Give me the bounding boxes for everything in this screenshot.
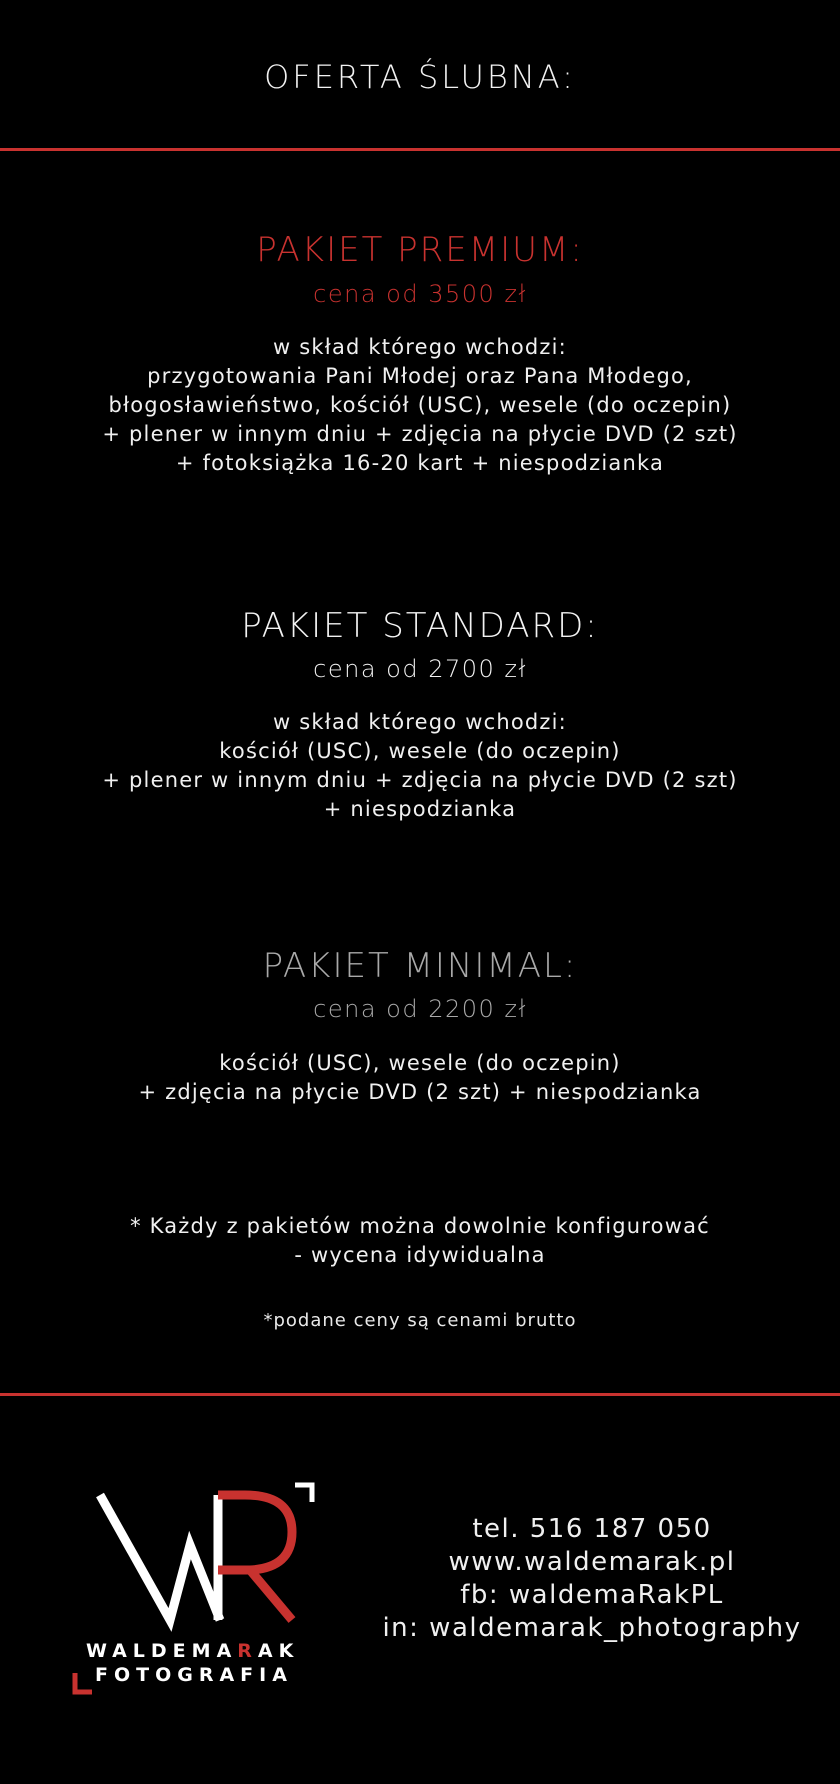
logo-subtitle: FOTOGRAFIA <box>95 1664 293 1686</box>
bottom-divider <box>0 1393 840 1396</box>
package-premium-description <box>0 333 840 478</box>
gross-price-note: *podane ceny są cenami brutto <box>263 1310 577 1331</box>
description-line: + zdjęcia na płycie DVD (2 szt) + niespodzianka <box>138 1080 702 1104</box>
logo-name-part: AK <box>257 1640 300 1662</box>
package-standard-price: cena od 2700 zł <box>313 655 527 683</box>
package-premium-name: PAKIET PREMIUM: <box>256 230 584 270</box>
contact-info <box>374 1513 810 1645</box>
description-line: kościół (USC), wesele (do oczepin) <box>219 1051 621 1075</box>
package-standard-name: PAKIET STANDARD: <box>241 606 599 646</box>
package-minimal-name: PAKIET MINIMAL: <box>262 946 578 986</box>
note-line: - wycena idywidualna <box>294 1243 546 1267</box>
logo-name-part: WALDEMA <box>86 1640 238 1662</box>
description-line: + niespodzianka <box>323 797 517 821</box>
description-line: + plener w innym dniu + zdjęcia na płycie DVD (2 szt) <box>102 422 738 446</box>
phone-number: tel. 516 187 050 <box>472 1514 712 1544</box>
description-line: w skład którego wchodzi: <box>273 335 567 359</box>
description-line: kościół (USC), wesele (do oczepin) <box>219 739 621 763</box>
instagram-handle[interactable]: in: waldemarak_photography <box>382 1613 802 1643</box>
facebook-handle[interactable]: fb: waldemaRakPL <box>460 1580 724 1610</box>
page-title: OFERTA ŚLUBNA: <box>264 58 576 96</box>
package-standard-description <box>0 708 840 824</box>
description-line: + fotoksiążka 16-20 kart + niespodzianka <box>175 451 665 475</box>
description-line: w skład którego wchodzi: <box>273 710 567 734</box>
description-line: przygotowania Pani Młodej oraz Pana Młodego, <box>147 364 693 388</box>
description-line: błogosławieństwo, kościół (USC), wesele (do oczepin) <box>108 393 732 417</box>
package-minimal-description <box>0 1049 840 1107</box>
top-divider <box>0 148 840 151</box>
note-line: * Każdy z pakietów można dowolnie konfigurować <box>130 1214 710 1238</box>
configuration-note <box>0 1212 840 1270</box>
logo-name-accent-letter: R <box>237 1640 258 1662</box>
package-minimal-price: cena od 2200 zł <box>313 995 527 1023</box>
website-link[interactable]: www.waldemarak.pl <box>448 1547 736 1577</box>
description-line: + plener w innym dniu + zdjęcia na płycie DVD (2 szt) <box>102 768 738 792</box>
logo-name <box>86 1640 326 1662</box>
package-premium-price: cena od 3500 zł <box>313 280 527 308</box>
